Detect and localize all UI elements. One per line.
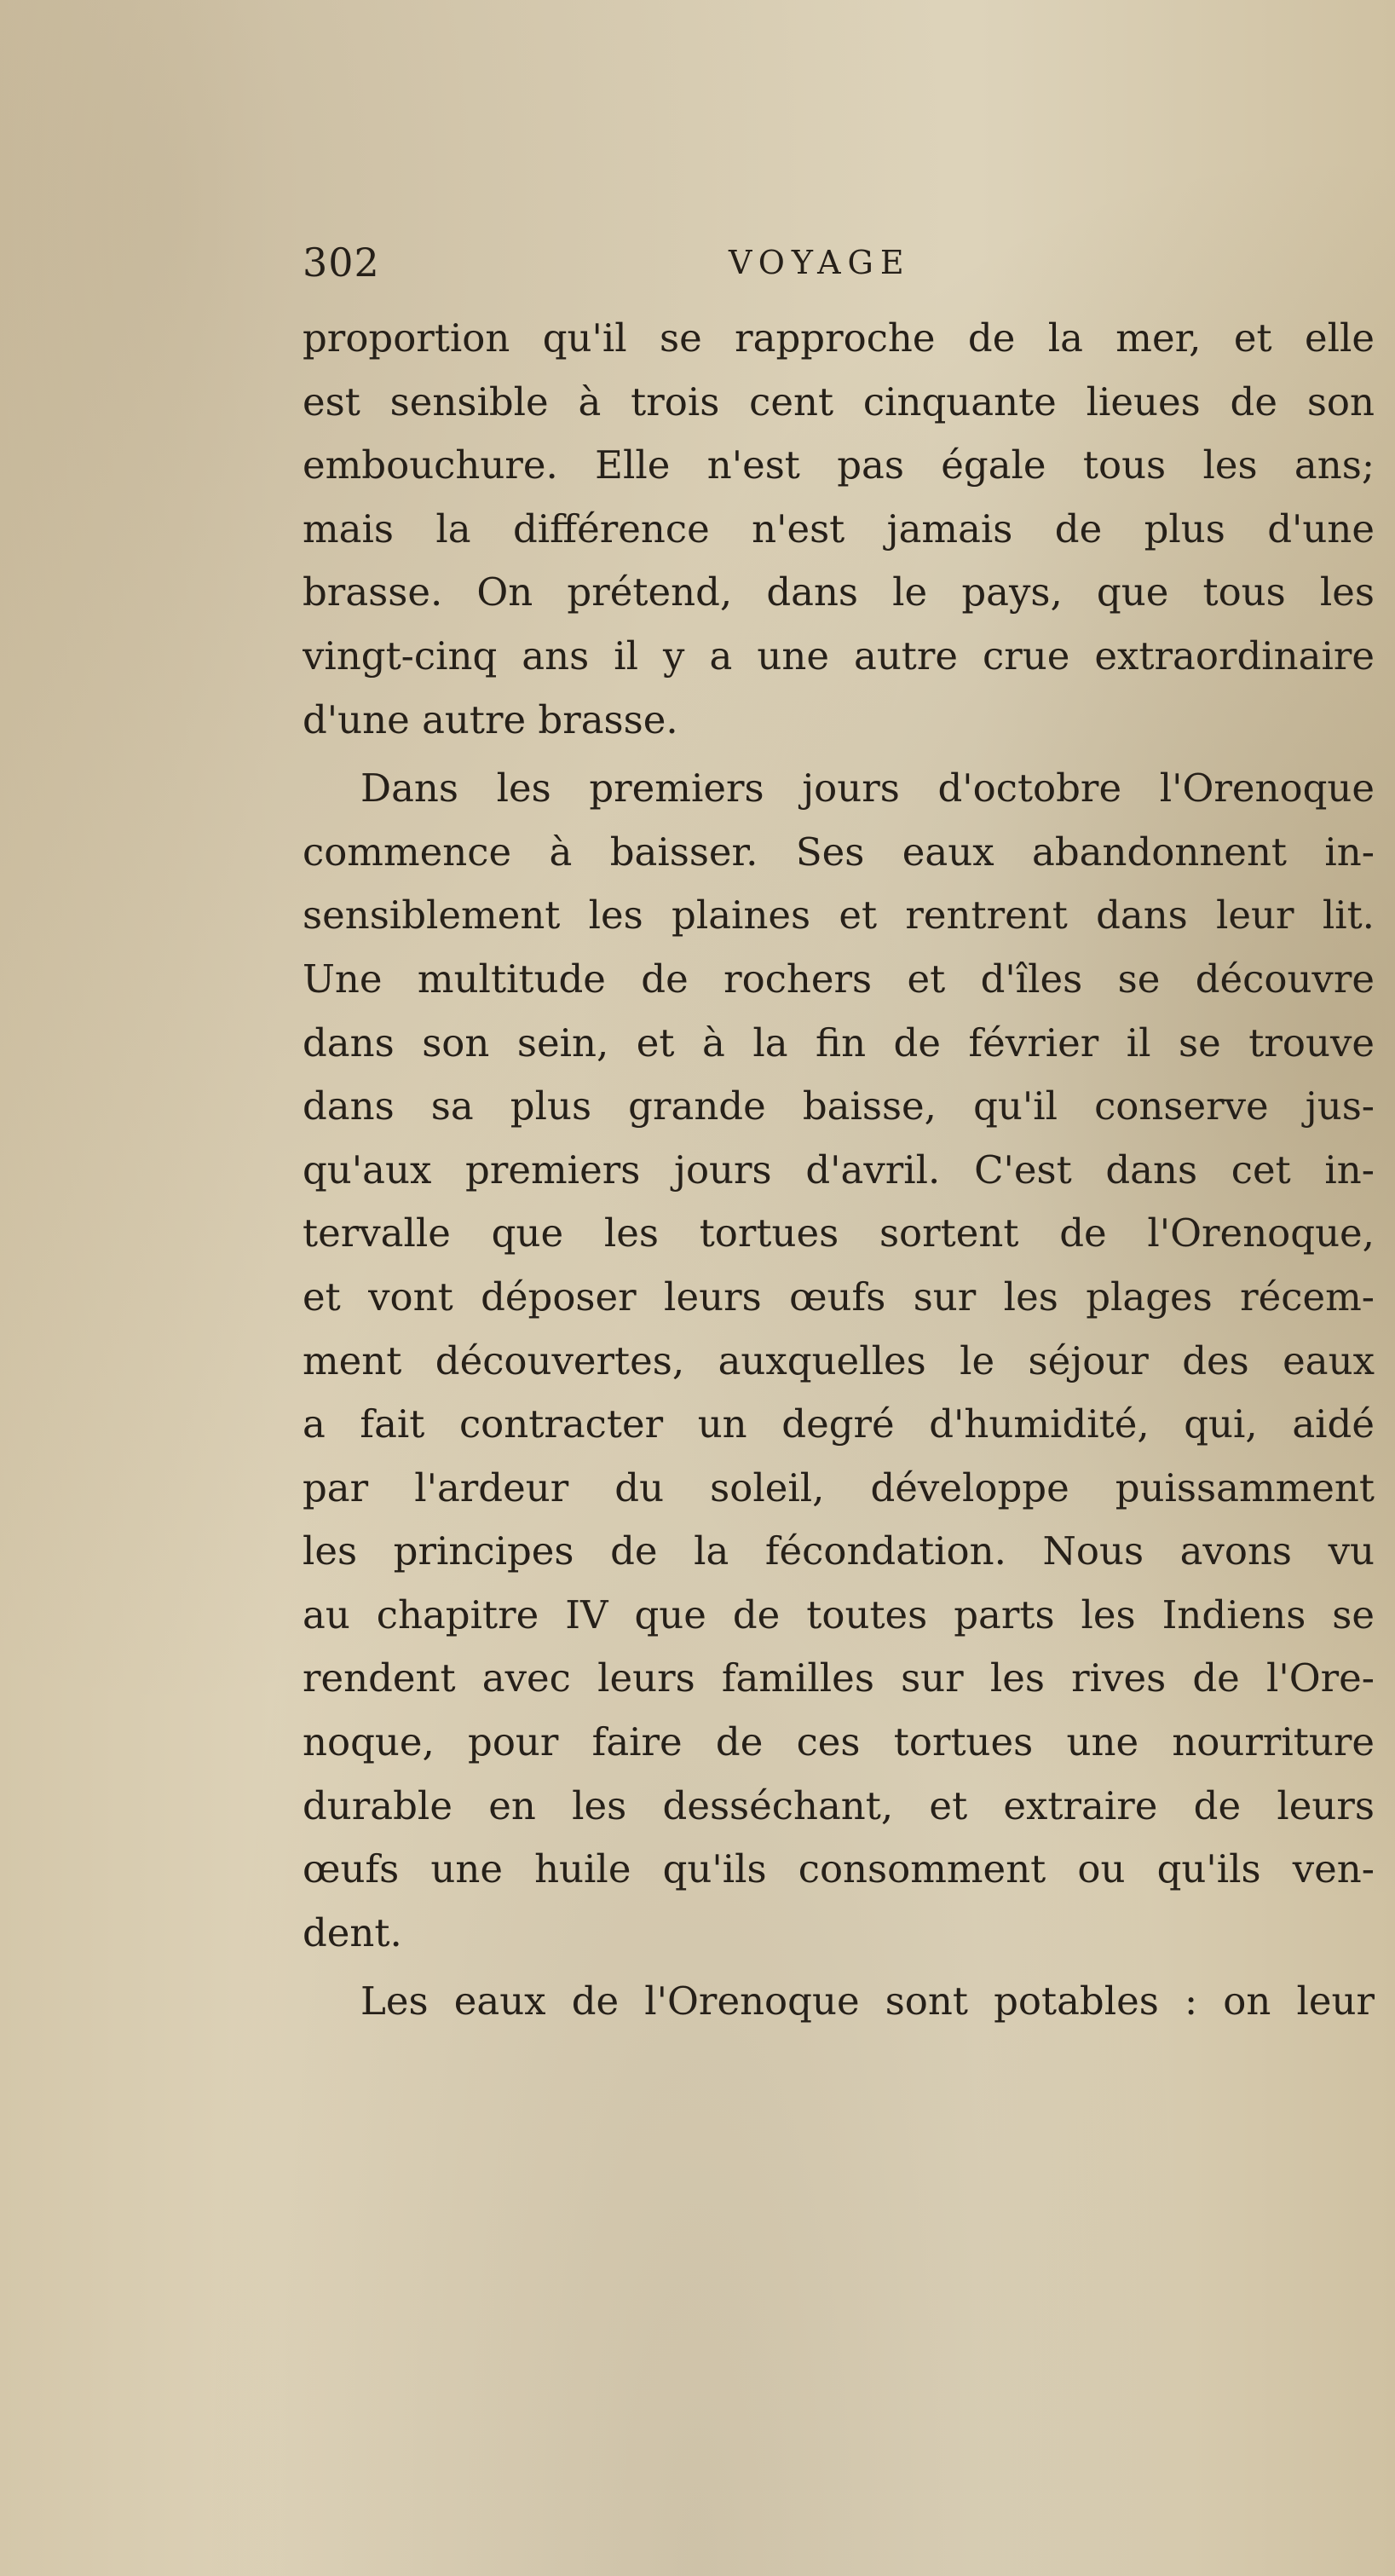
text-line: commence à baisser. Ses eaux abandonnent in- <box>303 829 1375 875</box>
text-line: tervalle que les tortues sortent de l'Orenoque, <box>303 1210 1375 1256</box>
text-line: brasse. On prétend, dans le pays, que tous les <box>303 569 1375 615</box>
running-head <box>303 237 1368 288</box>
text-line: dent. <box>303 1909 402 1955</box>
text-line: et vont déposer leurs œufs sur les plages récem- <box>303 1274 1375 1320</box>
text-line: Une multitude de rochers et d'îles se découvre <box>303 956 1375 1002</box>
paragraph-first-line: Dans les premiers jours d'octobre l'Orenoque <box>360 765 1375 811</box>
page-number: 302 <box>303 240 380 286</box>
text-line: les principes de la fécondation. Nous avons vu <box>303 1528 1375 1574</box>
running-title: VOYAGE <box>729 244 911 281</box>
text-line: d'une autre brasse. <box>303 696 678 742</box>
text-line: mais la différence n'est jamais de plus d'une <box>303 505 1375 552</box>
text-line: rendent avec leurs familles sur les rives de l'Ore- <box>303 1655 1375 1701</box>
text-line: œufs une huile qu'ils consomment ou qu'ils ven- <box>303 1846 1375 1892</box>
text-line: par l'ardeur du soleil, développe puissamment <box>303 1464 1375 1510</box>
text-line: proportion qu'il se rapproche de la mer, et elle <box>303 315 1375 361</box>
text-line: a fait contracter un degré d'humidité, qui, aidé <box>303 1401 1375 1447</box>
text-line: vingt-cinq ans il y a une autre crue extraordinaire <box>303 632 1375 679</box>
text-line: durable en les desséchant, et extraire de leurs <box>303 1782 1375 1828</box>
body-text <box>303 307 1375 2034</box>
text-line: au chapitre IV que de toutes parts les Indiens se <box>303 1591 1375 1637</box>
text-line: noque, pour faire de ces tortues une nourriture <box>303 1719 1375 1765</box>
text-line: embouchure. Elle n'est pas égale tous les ans; <box>303 442 1375 488</box>
text-line: dans son sein, et à la fin de février il se trouve <box>303 1019 1375 1066</box>
text-line: dans sa plus grande baisse, qu'il conserve jus- <box>303 1083 1375 1129</box>
text-line: sensiblement les plaines et rentrent dans leur lit. <box>303 892 1375 939</box>
paragraph-first-line: Les eaux de l'Orenoque sont potables : on leur <box>360 1978 1375 2024</box>
text-line: qu'aux premiers jours d'avril. C'est dans cet in- <box>303 1146 1375 1193</box>
text-line: est sensible à trois cent cinquante lieues de son <box>303 378 1375 425</box>
text-line: ment découvertes, auxquelles le séjour des eaux <box>303 1337 1375 1383</box>
